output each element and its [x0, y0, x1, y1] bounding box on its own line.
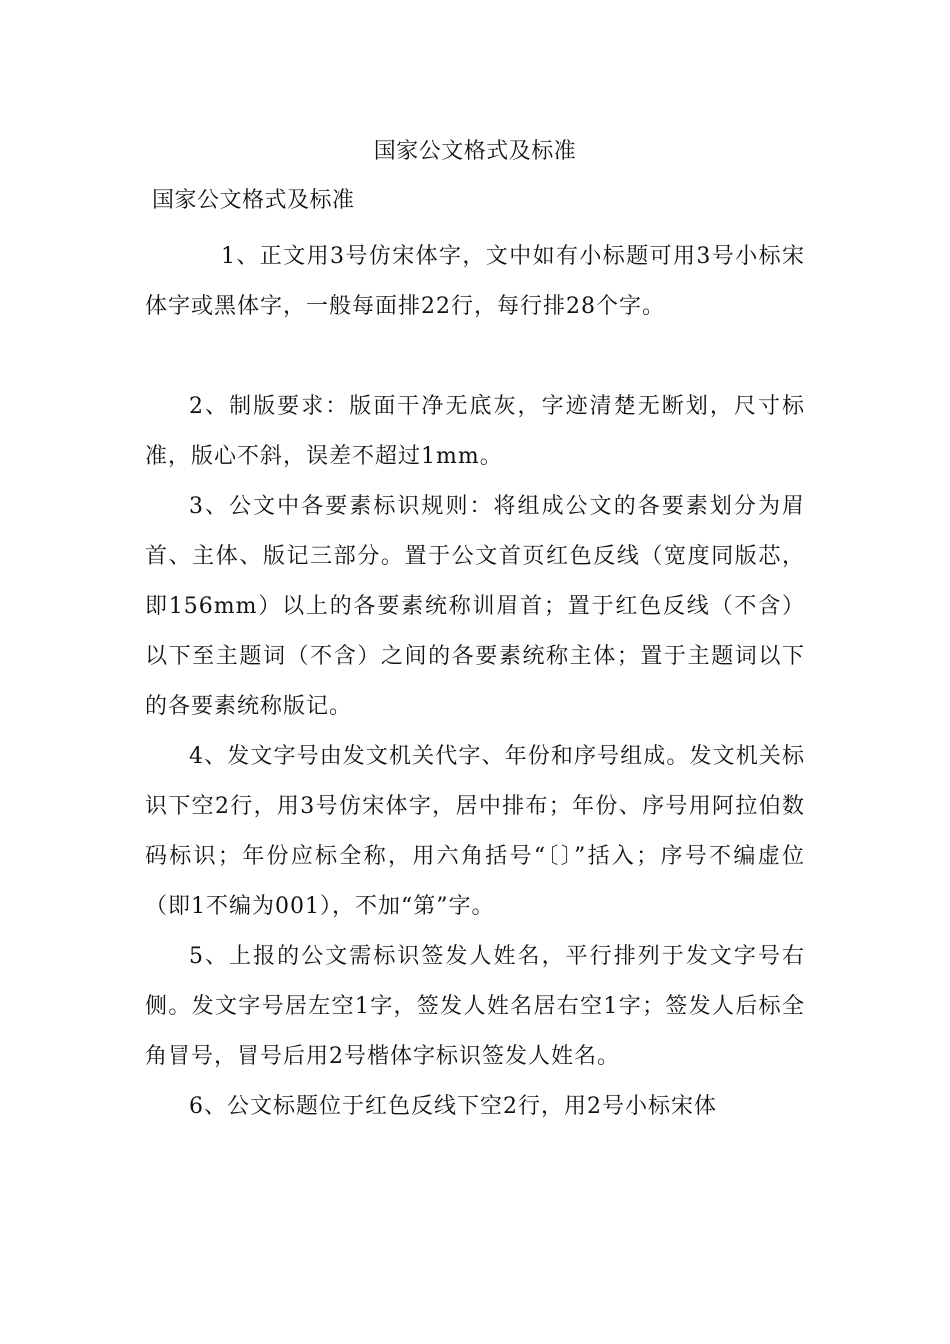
document-title: 国家公文格式及标准: [373, 139, 577, 164]
paragraph-1: 1、正文用3号仿宋体字，文中如有小标题可用3号小标宋体字或黑体字，一般每面排22行，每行排28个字。: [145, 244, 805, 319]
paragraph-2: 2、制版要求：版面干净无底灰，字迹清楚无断划，尺寸标准，版心不斜，误差不超过1mm。: [145, 394, 805, 469]
paragraph-3: 3、公文中各要素标识规则：将组成公文的各要素划分为眉首、主体、版记三部分。置于公文首页红色反线（宽度同版芯，即156mm）以上的各要素统称训眉首；置于红色反线（不含）以下至主题词（不含）之间的各要素统称主体；置于主题词以下的各要素统称版记。: [145, 494, 805, 719]
document-subtitle: 国家公文格式及标准: [152, 188, 355, 213]
paragraph-5: 5、上报的公文需标识签发人姓名，平行排列于发文字号右侧。发文字号居左空1字，签发人姓名居右空1字；签发人后标全角冒号，冒号后用2号楷体字标识签发人姓名。: [145, 944, 805, 1069]
document-body: [145, 232, 805, 1132]
paragraph-gap: [145, 332, 805, 382]
paragraph-6: 6、公文标题位于红色反线下空2行，用2号小标宋体: [189, 1094, 717, 1119]
paragraph-4: 4、发文字号由发文机关代字、年份和序号组成。发文机关标识下空2行，用3号仿宋体字，居中排布；年份、序号用阿拉伯数码标识；年份应标全称，用六角括号“〔〕”括入；序号不编虚位（即1不编为001），不加“第”字。: [145, 744, 805, 919]
